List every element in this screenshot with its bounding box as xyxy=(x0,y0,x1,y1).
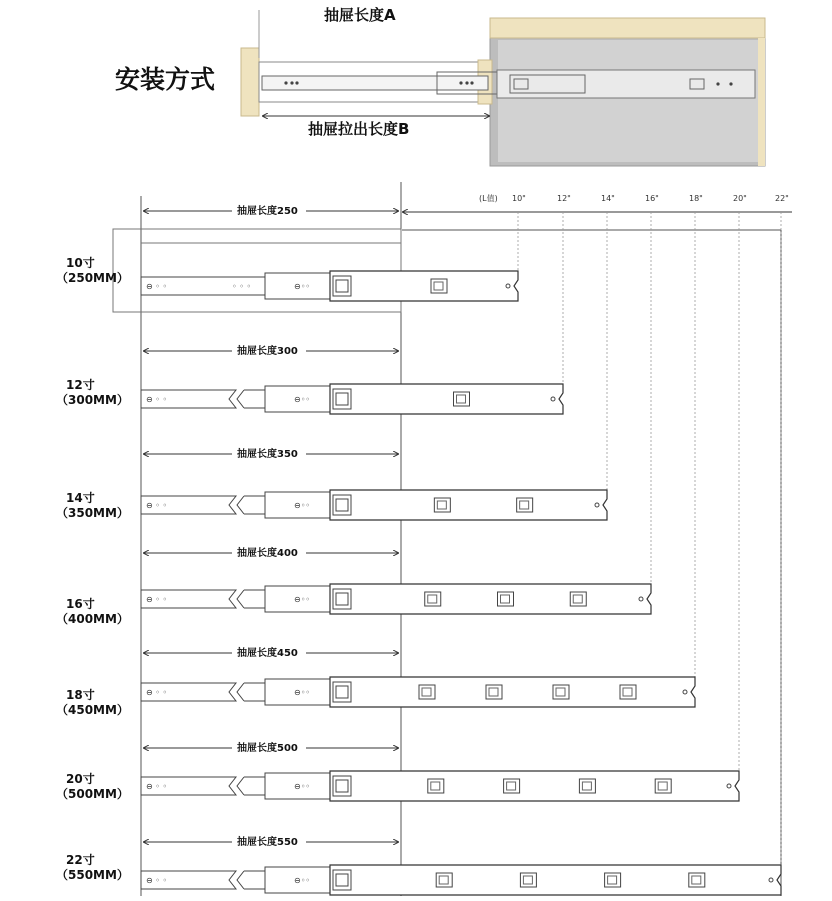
outer-rail xyxy=(330,271,518,301)
rail-hole xyxy=(716,82,719,85)
scale-tick-label: 12" xyxy=(557,194,571,203)
rail-holes-mark: ⊖ ◦ ◦ xyxy=(146,282,168,291)
rail-holes-mark: ◦ ◦ ◦ xyxy=(232,282,252,291)
slide-row xyxy=(56,446,607,520)
size-inch-label: 16寸 xyxy=(66,597,95,611)
size-mm-label: （550MM） xyxy=(56,868,129,882)
size-inch-label: 18寸 xyxy=(66,688,95,702)
rail-holes-mark: ⊖◦◦ xyxy=(294,395,311,404)
rail-hole xyxy=(729,82,732,85)
size-inch-label: 10寸 xyxy=(66,256,95,270)
rail-holes-mark: ⊖ ◦ ◦ xyxy=(146,688,168,697)
rail-break-mark xyxy=(237,871,244,889)
cabinet-edge xyxy=(758,38,765,166)
drawer-length-label: 抽屉长度500 xyxy=(237,743,298,754)
drawer-length-label: 抽屉长度400 xyxy=(237,548,298,559)
rail-hole xyxy=(465,81,468,84)
scale-tick-label: 14" xyxy=(601,194,615,203)
rail-hole xyxy=(470,81,473,84)
drawer-length-label: 抽屉长度250 xyxy=(237,206,298,217)
size-mm-label: （350MM） xyxy=(56,506,129,520)
install-illustration xyxy=(241,10,765,166)
cabinet-rail xyxy=(497,70,755,98)
slide-row xyxy=(56,203,518,301)
drawer-length-label: 抽屉长度350 xyxy=(237,449,298,460)
size-mm-label: （500MM） xyxy=(56,787,129,801)
outer-rail xyxy=(330,771,739,801)
rail-holes-mark: ⊖ ◦ ◦ xyxy=(146,782,168,791)
rail-break-mark xyxy=(237,496,244,514)
rail-holes-mark: ⊖◦◦ xyxy=(294,876,311,885)
scale-tick-label: 20" xyxy=(733,194,747,203)
drawer-length-label: 抽屉长度450 xyxy=(237,648,298,659)
drawer-length-label: 抽屉长度550 xyxy=(237,837,298,848)
outer-rail xyxy=(330,490,607,520)
rail-holes-mark: ⊖◦◦ xyxy=(294,282,311,291)
slide-rows xyxy=(56,203,781,895)
rail-break-mark xyxy=(237,777,244,795)
outer-rail xyxy=(330,384,563,414)
rail-holes-mark: ⊖◦◦ xyxy=(294,688,311,697)
size-inch-label: 22寸 xyxy=(66,853,95,867)
install-title: 安装方式 xyxy=(115,65,216,94)
slide-row xyxy=(56,343,563,414)
scale-tick-label: 18" xyxy=(689,194,703,203)
slide-row xyxy=(56,645,695,717)
rail-holes-mark: ⊖ ◦ ◦ xyxy=(146,876,168,885)
rail-hole xyxy=(284,81,287,84)
scale-ticks xyxy=(512,194,789,870)
size-inch-label: 12寸 xyxy=(66,378,95,392)
size-inch-label: 20寸 xyxy=(66,772,95,786)
rail-hole xyxy=(290,81,293,84)
l-value-label: (L值) xyxy=(479,194,498,203)
drawer-pull-length-b-label: 抽屉拉出长度B xyxy=(308,120,410,138)
size-mm-label: （400MM） xyxy=(56,612,129,626)
rail-holes-mark: ⊖◦◦ xyxy=(294,501,311,510)
outer-rail xyxy=(330,865,781,895)
slide-row xyxy=(56,545,651,626)
outer-rail xyxy=(330,584,651,614)
scale-tick-label: 10" xyxy=(512,194,526,203)
rail-holes-mark: ⊖ ◦ ◦ xyxy=(146,595,168,604)
outer-rail xyxy=(330,677,695,707)
size-mm-label: （300MM） xyxy=(56,393,129,407)
size-mm-label: （450MM） xyxy=(56,703,129,717)
rail-hole xyxy=(459,81,462,84)
rail-holes-mark: ⊖ ◦ ◦ xyxy=(146,395,168,404)
rail-break-mark xyxy=(237,683,244,701)
scale-tick-label: 22" xyxy=(775,194,789,203)
drawer-front xyxy=(241,48,259,116)
slide-row xyxy=(56,740,739,801)
drawer-length-label: 抽屉长度300 xyxy=(237,346,298,357)
scale-tick-label: 16" xyxy=(645,194,659,203)
rail-holes-mark: ⊖ ◦ ◦ xyxy=(146,501,168,510)
rail-hole xyxy=(295,81,298,84)
rail-break-mark xyxy=(237,390,244,408)
rail-holes-mark: ⊖◦◦ xyxy=(294,782,311,791)
size-mm-label: （250MM） xyxy=(56,271,129,285)
cabinet-top-panel xyxy=(490,18,765,38)
rail-break-mark xyxy=(237,590,244,608)
rail-holes-mark: ⊖◦◦ xyxy=(294,595,311,604)
drawer-length-a-label: 抽屉长度A xyxy=(324,6,396,24)
size-inch-label: 14寸 xyxy=(66,491,95,505)
slide-row xyxy=(56,834,781,895)
cabinet-side-panel xyxy=(498,40,758,162)
